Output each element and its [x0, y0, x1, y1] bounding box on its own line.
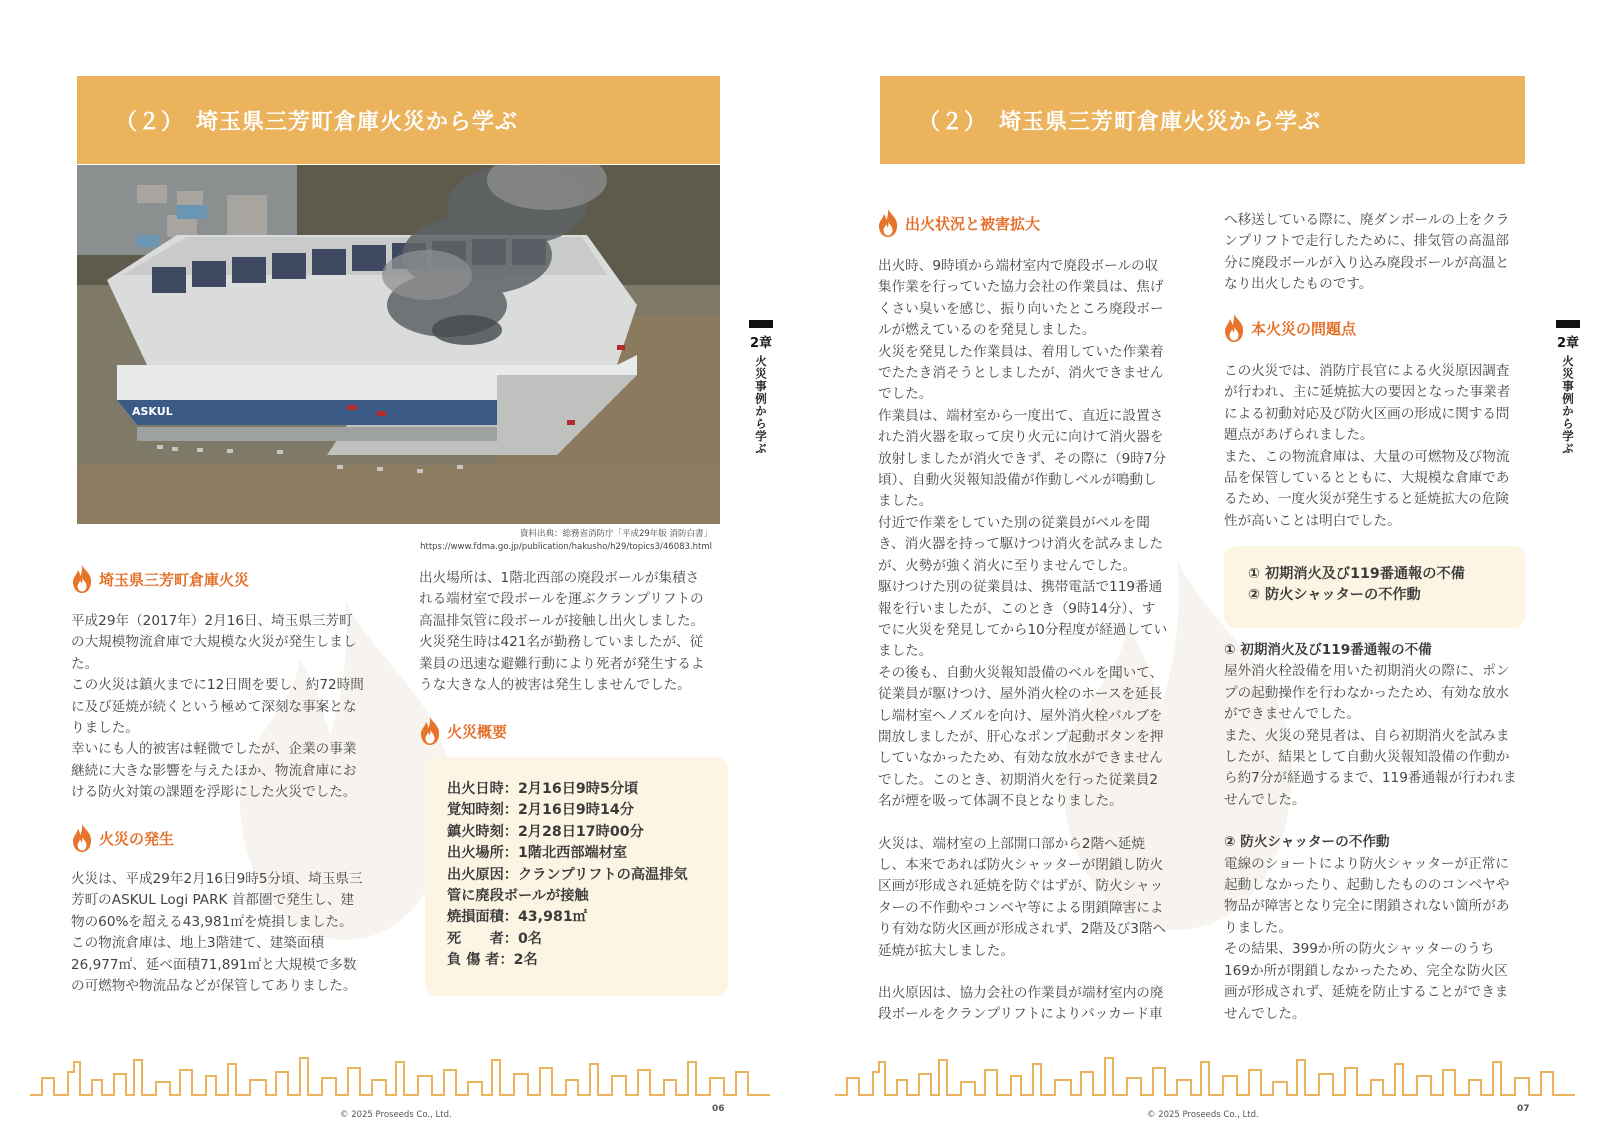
text-line: 集作業を行っていた協力会社の作業員は、焦げ	[878, 279, 1164, 296]
text-line: 開放しましたが、肝心なポンプ起動ボタンを押	[878, 728, 1164, 745]
section-heading-fire-overview	[71, 564, 249, 594]
text-line: 題点があげられました。	[1224, 427, 1374, 444]
problem-detail-title: ① 初期消火及び119番通報の不備	[1224, 642, 1432, 658]
text-line: 物品が障害となり完全に閉鎖されない箇所があ	[1224, 898, 1510, 915]
flame-icon	[877, 208, 899, 238]
text-line: 名が煙を吸って体調不良となりました。	[878, 793, 1123, 810]
text-line: るため、一度火災が発生すると延焼拡大の危険	[1224, 491, 1509, 508]
text-line: 性が高いことは明白でした。	[1224, 512, 1401, 529]
text-line: でたたき消そうとしましたが、消火できません	[878, 365, 1164, 382]
chapter-marker	[749, 320, 773, 328]
section-body-fire-occurrence	[71, 869, 391, 997]
section-heading-text: 火災の発生	[99, 829, 175, 848]
caption-url: https://www.fdma.go.jp/publication/hakusho/h29/topics3/46083.html	[420, 542, 712, 552]
text-line: ルが燃えているのを発見しました。	[878, 322, 1096, 339]
section-heading-problems	[1223, 313, 1356, 343]
page-number: 06	[712, 1104, 725, 1114]
text-line: 品を保管しているとともに、大規模な倉庫であ	[1224, 470, 1510, 487]
text-line: せんでした。	[1224, 791, 1306, 808]
text-line: その後も、自動火災報知設備のベルを聞いて、	[878, 664, 1164, 681]
text-line: この火災では、消防庁長官による火災原因調査	[1224, 363, 1510, 379]
section-heading-text: 本火災の問題点	[1251, 319, 1357, 338]
problem-detail-title: ② 防火シャッターの不作動	[1224, 834, 1390, 851]
chapter-label: 火災事例から学ぶ	[754, 355, 768, 455]
text-line: 火災は、端材室の上部開口部から2階へ延焼	[878, 835, 1145, 852]
chapter-number: 2章	[749, 336, 773, 351]
text-line: 分に廃段ボールが入り込み廃段ボールが高温と	[1224, 254, 1509, 271]
text-line: 放射しましたが消火できず、その際に（9時7分	[878, 450, 1167, 467]
flame-icon	[1223, 313, 1245, 343]
paragraph-gap	[878, 962, 1203, 983]
text-line: ターの不作動やコンベヤ等による閉鎖障害によ	[878, 899, 1164, 916]
text-line: 従業員が駆けつけ、屋外消火栓のホースを延長	[878, 686, 1163, 703]
text-line: が、火勢が強く消火に至りませんでした。	[878, 557, 1137, 574]
section-body-cause-continued	[1224, 210, 1554, 296]
summary-row: 鎮火時刻：2月28日17時00分	[447, 823, 644, 840]
section-body-fire-origin	[419, 568, 739, 696]
page-title: （２） 埼玉県三芳町倉庫火災から学ぶ	[918, 109, 1322, 135]
text-line: へ移送している際に、廃ダンボールの上をクラ	[1224, 212, 1510, 228]
askul-sign: ASKUL	[132, 405, 173, 418]
summary-row: 覚知時刻：2月16日9時14分	[447, 802, 634, 819]
chapter-side-tab	[748, 320, 774, 455]
text-line: でした。このとき、初期消火を行った従業員2	[878, 771, 1158, 788]
chapter-marker	[1556, 320, 1580, 328]
text-line: また、この物流倉庫は、大量の可燃物及び物流	[1224, 448, 1510, 465]
text-line: 業員の迅速な避難行動により死者が発生するよ	[419, 655, 705, 672]
section-body-problem-detail	[1224, 640, 1554, 1025]
paragraph-gap	[878, 813, 1203, 834]
text-line: この火災は鎮火までに12日間を要し、約72時間	[71, 677, 364, 694]
text-line: りました。	[1224, 919, 1292, 936]
text-line: に及び延焼が続くという極めて深刻な事案とな	[71, 698, 357, 715]
flame-icon	[71, 564, 93, 594]
section-heading-fire-summary	[419, 716, 507, 746]
text-line: 幸いにも人的被害は軽微でしたが、企業の事業	[71, 741, 357, 758]
summary-row: 出火原因：クランプリフトの高温排気	[447, 866, 688, 883]
text-line: その結果、399か所の防火シャッターのうち	[1224, 941, 1495, 958]
text-line: 芳町のASKUL Logi PARK 首都圏で発生し、建	[71, 892, 355, 909]
page-title-bar	[880, 76, 1525, 164]
text-line: 火災を発見した作業員は、着用していた作業着	[878, 343, 1164, 360]
text-line: 火災は、平成29年2月16日9時5分頃、埼玉県三	[71, 871, 363, 887]
text-line: き、消火器を持って駆けつけ消火を試みました	[878, 536, 1163, 553]
copyright-footer: © 2025 Proseeds Co., Ltd.	[1147, 1110, 1259, 1120]
text-line: の大規模物流倉庫で大規模な火災が発生しまし	[71, 634, 357, 651]
text-line: 平成29年（2017年）2月16日、埼玉県三芳町	[71, 613, 353, 629]
copyright-footer: © 2025 Proseeds Co., Ltd.	[340, 1110, 452, 1120]
page-title-bar	[77, 76, 720, 164]
section-heading-fire-occurrence	[71, 823, 174, 853]
section-heading-text: 火災概要	[447, 722, 508, 741]
text-line: し、本来であれば防火シャッターが閉鎖し防火	[878, 856, 1164, 873]
text-line: 26,977㎡、延べ面積71,891㎡と大規模で多数	[71, 956, 357, 973]
text-line: していなかったため、有効な放水ができません	[878, 750, 1163, 767]
text-line: し端材室へノズルを向け、屋外消火栓バルブを	[878, 707, 1163, 724]
caption-source: 資料出典：総務省消防庁「平成29年版 消防白書」	[519, 529, 712, 539]
text-line: 高温排気管に段ボールが接触し出火しました。	[419, 612, 705, 629]
text-line: うな大きな人的被害は発生しませんでした。	[419, 677, 691, 694]
summary-row: 管に廃段ボールが接触	[447, 888, 589, 905]
text-line: 延焼が拡大しました。	[878, 942, 1014, 959]
problem-item: ① 初期消火及び119番通報の不備	[1248, 566, 1465, 582]
text-line: による初動対応及び防火区画の形成に関する問	[1224, 405, 1510, 422]
summary-row: 負 傷 者：2名	[447, 952, 538, 969]
photo-caption	[360, 528, 712, 554]
summary-row: 出火場所：1階北西部端材室	[447, 845, 628, 862]
skyline-decoration	[835, 1050, 1575, 1100]
summary-row: 出火日時：2月16日9時5分頃	[447, 781, 639, 797]
fire-summary-box	[425, 757, 728, 996]
section-heading-text: 出火状況と被害拡大	[905, 214, 1041, 233]
text-line: したが、結果として自動火災報知設備の作動か	[1224, 749, 1510, 766]
text-line: が行われ、主に延焼拡大の要因となった事業者	[1224, 384, 1511, 401]
text-line: この物流倉庫は、地上3階建て、建築面積	[71, 935, 325, 952]
text-line: 169か所が閉鎖しなかったため、完全な防火区	[1224, 962, 1508, 979]
text-line: 継続に大きな影響を与えたほか、物流倉庫にお	[71, 762, 357, 779]
text-line: ンプリフトで走行したために、排気管の高温部	[1224, 233, 1509, 250]
page-right	[807, 0, 1614, 1123]
text-line: ました。	[878, 493, 933, 510]
summary-row: 焼損面積：43,981㎡	[447, 909, 587, 926]
page-title: （２） 埼玉県三芳町倉庫火災から学ぶ	[115, 109, 519, 135]
chapter-side-tab	[1555, 320, 1581, 455]
text-line: 作業員は、端材室から一度出て、直近に設置さ	[878, 407, 1164, 424]
skyline-decoration	[30, 1050, 770, 1100]
text-line: 駆けつけた別の従業員は、携帯電話で119番通	[878, 579, 1163, 596]
text-line: ら約7分が経過するまで、119番通報が行われま	[1224, 770, 1517, 787]
section-body-fire-overview	[71, 611, 391, 804]
text-line: なり出火したものです。	[1224, 276, 1373, 293]
flame-icon	[419, 716, 441, 746]
text-line: 報を行いましたが、このとき（9時14分）、す	[878, 600, 1156, 617]
text-line: 物の60%を超える43,981㎡を焼損しました。	[71, 913, 353, 930]
text-line: 段ボールをクランプリフトによりパッカード車	[878, 1006, 1163, 1023]
chapter-number: 2章	[1556, 336, 1580, 351]
text-line: の可燃物や物流品などが保管してありました。	[71, 978, 357, 995]
problem-item: ② 防火シャッターの不作動	[1248, 587, 1421, 604]
section-heading-text: 埼玉県三芳町倉庫火災	[99, 570, 250, 589]
text-line: 区画が形成され延焼を防ぐはずが、防火シャッ	[878, 878, 1164, 895]
warehouse-fire-photo	[77, 165, 720, 524]
text-line: 火災発生時は421名が勤務していましたが、従	[419, 634, 704, 651]
text-line: 屋外消火栓設備を用いた初期消火の際に、ポン	[1224, 663, 1510, 680]
text-line: 画が形成されず、延焼を防止することができま	[1224, 984, 1509, 1001]
text-line: ました。	[878, 643, 933, 660]
page-number: 07	[1517, 1104, 1530, 1114]
text-line: 出火時、9時頃から端材室内で廃段ボールの収	[878, 258, 1159, 274]
text-line: 頃）、自動火災報知設備が作動しベルが鳴動し	[878, 472, 1157, 489]
summary-row: 死 者：0名	[447, 930, 542, 947]
text-line: ができませんでした。	[1224, 706, 1360, 723]
text-line: でした。	[878, 386, 933, 403]
text-line: また、火災の発見者は、自ら初期消火を試みま	[1224, 727, 1510, 744]
text-line: 付近で作業をしていた別の従業員がベルを聞	[878, 514, 1150, 531]
section-body-problems	[1224, 361, 1554, 532]
text-line: れる端材室で段ボールを運ぶクランプリフトの	[419, 591, 704, 608]
text-line: プの起動操作を行わなかったため、有効な放水	[1224, 684, 1509, 701]
text-line: た。	[71, 655, 99, 672]
problems-summary-box	[1224, 546, 1525, 628]
text-line: 起動しなかったり、起動したもののコンベヤや	[1224, 877, 1510, 894]
text-line: 出火場所は、1階北西部の廃段ボールが集積さ	[419, 570, 700, 586]
text-line: り有効な防火区画が形成されず、2階及び3階へ	[878, 921, 1167, 938]
section-heading-spread	[877, 208, 1040, 238]
flame-icon	[71, 823, 93, 853]
paragraph-gap	[1224, 811, 1554, 832]
text-line: れた消火器を取って戻り火元に向けて消火器を	[878, 429, 1164, 446]
text-line: 電線のショートにより防火シャッターが正常に	[1224, 855, 1509, 872]
chapter-label: 火災事例から学ぶ	[1561, 355, 1575, 455]
text-line: ける防火対策の課題を浮彫にした火災でした。	[71, 784, 357, 801]
text-line: でに火災を発見してから10分程度が経過してい	[878, 621, 1168, 638]
text-line: 出火原因は、協力会社の作業員が端材室内の廃	[878, 985, 1164, 1001]
text-line: せんでした。	[1224, 1005, 1306, 1022]
section-body-spread	[878, 256, 1203, 1026]
text-line: くさい臭いを感じ、振り向いたところ廃段ボー	[878, 300, 1164, 317]
text-line: りました。	[71, 720, 139, 737]
